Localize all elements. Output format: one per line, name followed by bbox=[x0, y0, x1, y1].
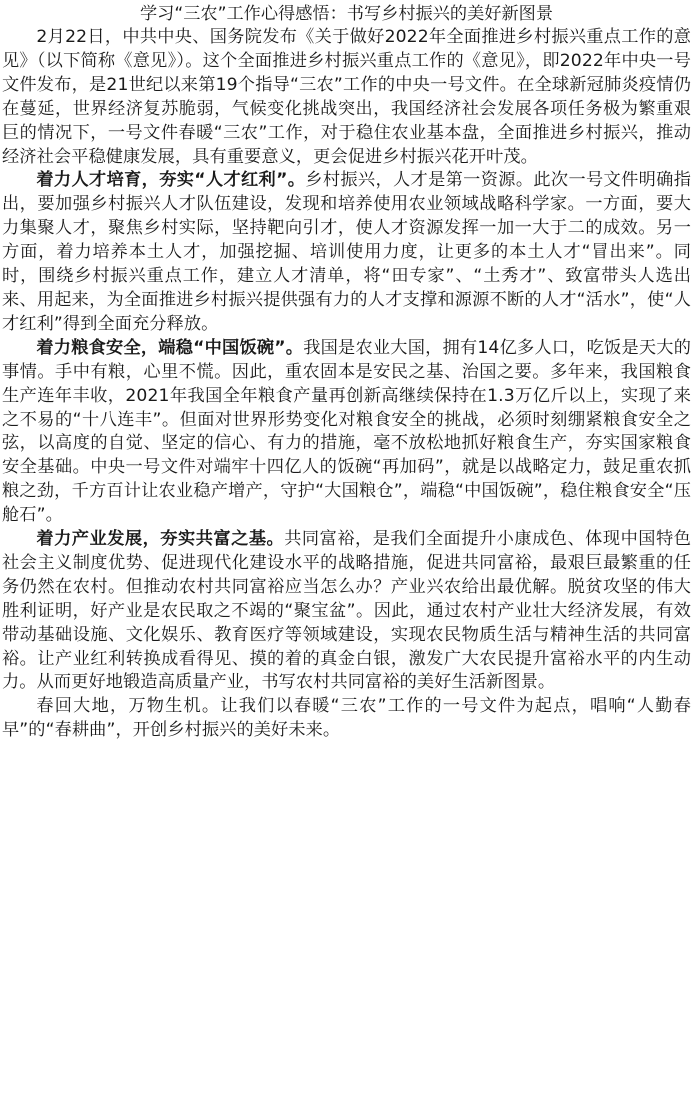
paragraph-text: 我国是农业大国，拥有14亿多人口，吃饭是天大的事情。手中有粮，心里不慌。因此，重农固本是安民之基、治国之要。多年来，我国粮食生产连年丰收，2021年我国全年粮食产量再创新高继续保持在1.3万亿斤以上，实现了来之不易的“十八连丰”。但面对世界形势变化对粮食安全的挑战，必须时刻绷紧粮食安全之弦，以高度的自觉、坚定的信心、有力的措施，毫不放松地抓好粮食生产，夯实国家粮食安全基础。中央一号文件对端牢十四亿人的饭碗“再加码”，就是以战略定力，鼓足重农抓粮之劲，千方百计让农业稳产增产，守护“大国粮仓”，端稳“中国饭碗”，稳住粮食安全“压舱石”。 bbox=[2, 337, 691, 526]
paragraph-grain-security bbox=[2, 337, 691, 528]
paragraph-intro bbox=[2, 26, 691, 169]
paragraph-closing bbox=[2, 695, 691, 743]
paragraph-text: 2月22日，中共中央、国务院发布《关于做好2022年全面推进乡村振兴重点工作的意见》（以下简称《意见》）。这个全面推进乡村振兴重点工作的《意见》，即2022年中央一号文件发布，是21世纪以来第19个指导“三农”工作的中央一号文件。在全球新冠肺炎疫情仍在蔓延，世界经济复苏脆弱，气候变化挑战突出，我国经济社会发展各项任务极为繁重艰巨的情况下，一号文件春暖“三农”工作，对于稳住农业基本盘，全面推进乡村振兴，推动经济社会平稳健康发展，具有重要意义，更会促进乡村振兴花开叶茂。 bbox=[2, 27, 691, 167]
document-title: 学习“三农”工作心得感悟：书写乡村振兴的美好新图景 bbox=[139, 4, 554, 24]
paragraph-text: 共同富裕，是我们全面提升小康成色、体现中国特色社会主义制度优势、促进现代化建设水平的战略措施，促进共同富裕，最艰巨最繁重的任务仍然在农村。但推动农村共同富裕应当怎么办？产业兴农给出最优解。脱贫攻坚的伟大胜利证明，好产业是农民取之不竭的“聚宝盆”。因此，通过农村产业壮大经济发展，有效带动基础设施、文化娱乐、教育医疗等领域建设，实现农民物质生活与精神生活的共同富裕。让产业红利转换成看得见、摸的着的真金白银，激发广大农民提升富裕水平的内生动力。从而更好地锻造高质量产业，书写农村共同富裕的美好生活新图景。 bbox=[2, 529, 691, 693]
paragraph-lead: 着力粮食安全，端稳“中国饭碗”。 bbox=[36, 337, 304, 358]
paragraph-talent bbox=[2, 169, 691, 336]
paragraph-text: 春回大地，万物生机。让我们以春暖“三农”工作的一号文件为起点，唱响“人勤春早”的“春耕曲”，开创乡村振兴的美好未来。 bbox=[2, 696, 691, 741]
paragraph-text: 乡村振兴，人才是第一资源。此次一号文件明确指出，要加强乡村振兴人才队伍建设，发现和培养使用农业领域战略科学家。一方面，要大力集聚人才，聚焦乡村实际，坚持靶向引才，使人才资源发挥一加一大于二的成效。另一方面，着力培养本土人才，加强挖掘、培训使用力度，让更多的本土人才“冒出来”。同时，围绕乡村振兴重点工作，建立人才清单，将“田专家”、“土秀才”、致富带头人选出来、用起来，为全面推进乡村振兴提供强有力的人才支撑和源源不断的人才“活水”，使“人才红利”得到全面充分释放。 bbox=[2, 170, 691, 334]
paragraph-lead: 着力产业发展，夯实共富之基。 bbox=[36, 529, 285, 550]
paragraph-industry bbox=[2, 528, 691, 695]
paragraph-lead: 着力人才培育，夯实“人才红利”。 bbox=[36, 170, 306, 191]
